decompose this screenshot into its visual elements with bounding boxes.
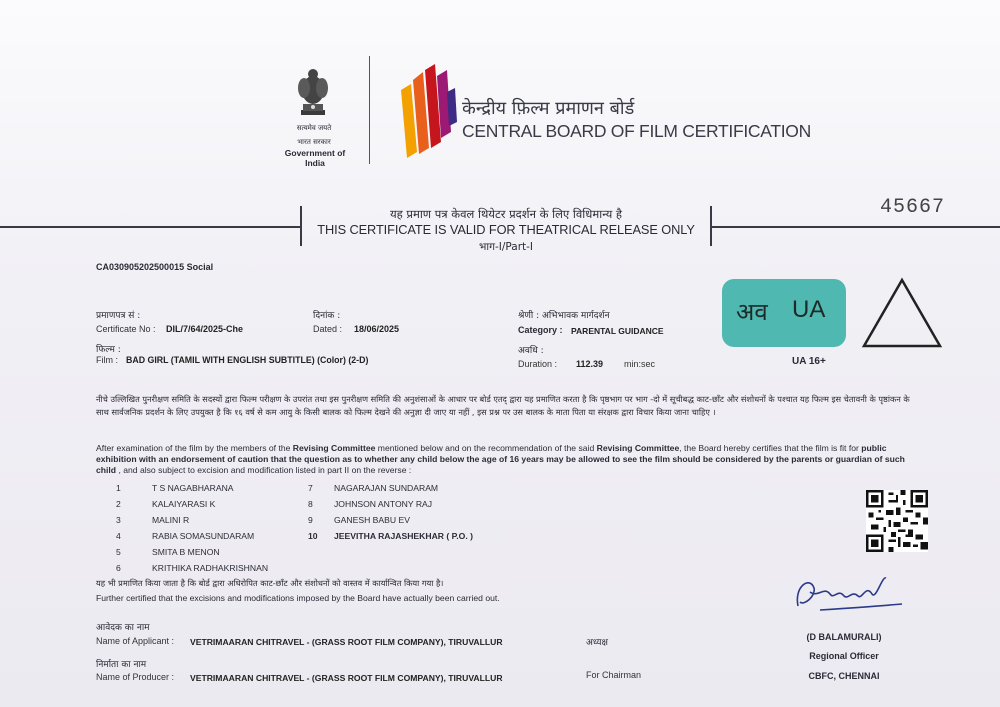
member-item: 7 NAGARAJAN SUNDARAM xyxy=(308,483,439,493)
applicant-value: VETRIMAARAN CHITRAVEL - (GRASS ROOT FILM COMPANY), TIRUVALLUR xyxy=(190,637,503,647)
member-item: 10 JEEVITHA RAJASHEKHAR ( P.O. ) xyxy=(308,531,473,541)
govt-hindi: भारत सरकार xyxy=(297,138,331,146)
member-item: 3 MALINI R xyxy=(116,515,190,525)
category-label: Category : xyxy=(518,325,563,335)
date-value: 18/06/2025 xyxy=(354,324,400,334)
banner-hindi: यह प्रमाण पत्र केवल थियेटर प्रदर्शन के लिए विधिमान्य है xyxy=(389,207,623,221)
banner-part: भाग-I/Part-I xyxy=(478,241,534,253)
cert-no-value: DIL/7/64/2025-Che xyxy=(166,324,244,334)
date-label: Dated : xyxy=(313,324,343,334)
signatory-name: (D BALAMURALI) xyxy=(806,632,882,642)
signature-mark xyxy=(790,566,910,622)
emblem-motto: सत्यमेव जयते xyxy=(296,124,332,132)
banner-rule-left xyxy=(0,226,300,228)
declaration-english: After examination of the film by the members of the Revising Committee mentioned below and on the recommendation of the said Revising Committee, the Board hereby certifies that the film is fit for public exhibition with an endorsement of caution that the question as to whether any child below the age of 16 years may be allowed to see the film should be considered by the parents or guardian of such child , and also subject to excision and modification listed in part II on the reverse : xyxy=(96,443,905,475)
date-hindi-label: दिनांक : xyxy=(313,311,341,321)
rating-badge-code: UA xyxy=(792,296,826,323)
duration-value: 112.39 xyxy=(576,359,604,369)
further-english: Further certified that the excisions and modifications imposed by the Board have actually been carried out. xyxy=(96,593,500,603)
duration-unit: min:sec xyxy=(624,359,656,369)
producer-value: VETRIMAARAN CHITRAVEL - (GRASS ROOT FILM COMPANY), TIRUVALLUR xyxy=(190,673,503,683)
producer-hindi-label: निर्माता का नाम xyxy=(96,660,147,670)
producer-label: Name of Producer : xyxy=(96,672,175,682)
rating-sub-label: UA 16+ xyxy=(792,356,826,367)
ashoka-emblem-icon xyxy=(293,66,333,124)
member-item: 4 RABIA SOMASUNDARAM xyxy=(116,531,255,541)
rating-badge-hindi: अव xyxy=(736,298,768,326)
banner-rule-right xyxy=(712,226,1000,228)
board-title-english: CENTRAL BOARD OF FILM CERTIFICATION xyxy=(462,121,811,141)
board-title-hindi: केन्द्रीय फ़िल्म प्रमाणन बोर्ड xyxy=(462,98,635,119)
member-item: 6 KRITHIKA RADHAKRISHNAN xyxy=(116,563,269,573)
film-hindi-label: फिल्म : xyxy=(96,345,121,355)
reference-code: CA030905202500015 Social xyxy=(96,262,214,272)
category-hindi: श्रेणी : अभिभावक मार्गदर्शन xyxy=(518,311,610,321)
chair-english: For Chairman xyxy=(586,670,642,680)
header-divider xyxy=(369,56,370,164)
qr-code-icon xyxy=(866,490,928,552)
further-hindi: यह भी प्रमाणित किया जाता है कि बोर्ड द्वारा अधिरोपित काट-छाँट और संशोधनों को वास्तव में कार्यान्वित किया गया है। xyxy=(96,578,444,588)
member-item: 5 SMITA B MENON xyxy=(116,547,220,557)
applicant-label: Name of Applicant : xyxy=(96,636,175,646)
film-label: Film : xyxy=(96,355,118,365)
signatory-office: CBFC, CHENNAI xyxy=(808,671,880,681)
serial-number: 45667 xyxy=(880,196,946,219)
member-item: 1 T S NAGABHARANA xyxy=(116,483,234,493)
rating-badge xyxy=(722,279,846,347)
duration-label: Duration : xyxy=(518,359,558,369)
cert-no-hindi-label: प्रमाणपत्र सं : xyxy=(96,311,141,321)
declaration-hindi: नीचे उल्लिखित पुनरीक्षण समिति के सदस्यों द्वारा फिल्म परीक्षण के उपरांत तथा इस पुनरीक्षण समिति की अनुशंसाओं के आधार पर बोर्ड एतद् द्वारा यह प्रमाणित करता है कि पृष्ठभाग पर भाग -दो में सूचीबद्ध काट-छाँट और संशोधनों के पश्चात यह फिल्म इस चेतावनी के पृष्ठांकन के साथ सार्वजनिक प्रदर्शन के लिए उपयुक्त है कि १६ वर्ष से कम आयु के किसी बालक को फिल्म देखने की अनुज्ञा दी जाए या नहीं , इस प्रश्न पर उस बालक के माता पिता या संरक्षक द्वारा विचार किया जाना चाहिए । xyxy=(96,394,910,417)
film-value: BAD GIRL (TAMIL WITH ENGLISH SUBTITLE) (Color) (2-D) xyxy=(126,355,369,365)
category-value: PARENTAL GUIDANCE xyxy=(571,326,664,336)
member-item: 2 KALAIYARASI K xyxy=(116,499,216,509)
chair-hindi: अध्यक्ष xyxy=(586,638,608,648)
signatory-title: Regional Officer xyxy=(809,651,879,661)
banner-english: THIS CERTIFICATE IS VALID FOR THEATRICAL RELEASE ONLY xyxy=(317,222,695,237)
cert-no-label: Certificate No : xyxy=(96,324,156,334)
caution-triangle-icon xyxy=(860,276,944,350)
cbfc-logo-icon xyxy=(395,62,457,160)
applicant-hindi-label: आवेदक का नाम xyxy=(96,623,150,633)
member-item: 9 GANESH BABU EV xyxy=(308,515,410,525)
govt-english: Government of India xyxy=(284,148,346,168)
member-item: 8 JOHNSON ANTONY RAJ xyxy=(308,499,433,509)
duration-hindi-label: अवधि : xyxy=(518,346,544,356)
